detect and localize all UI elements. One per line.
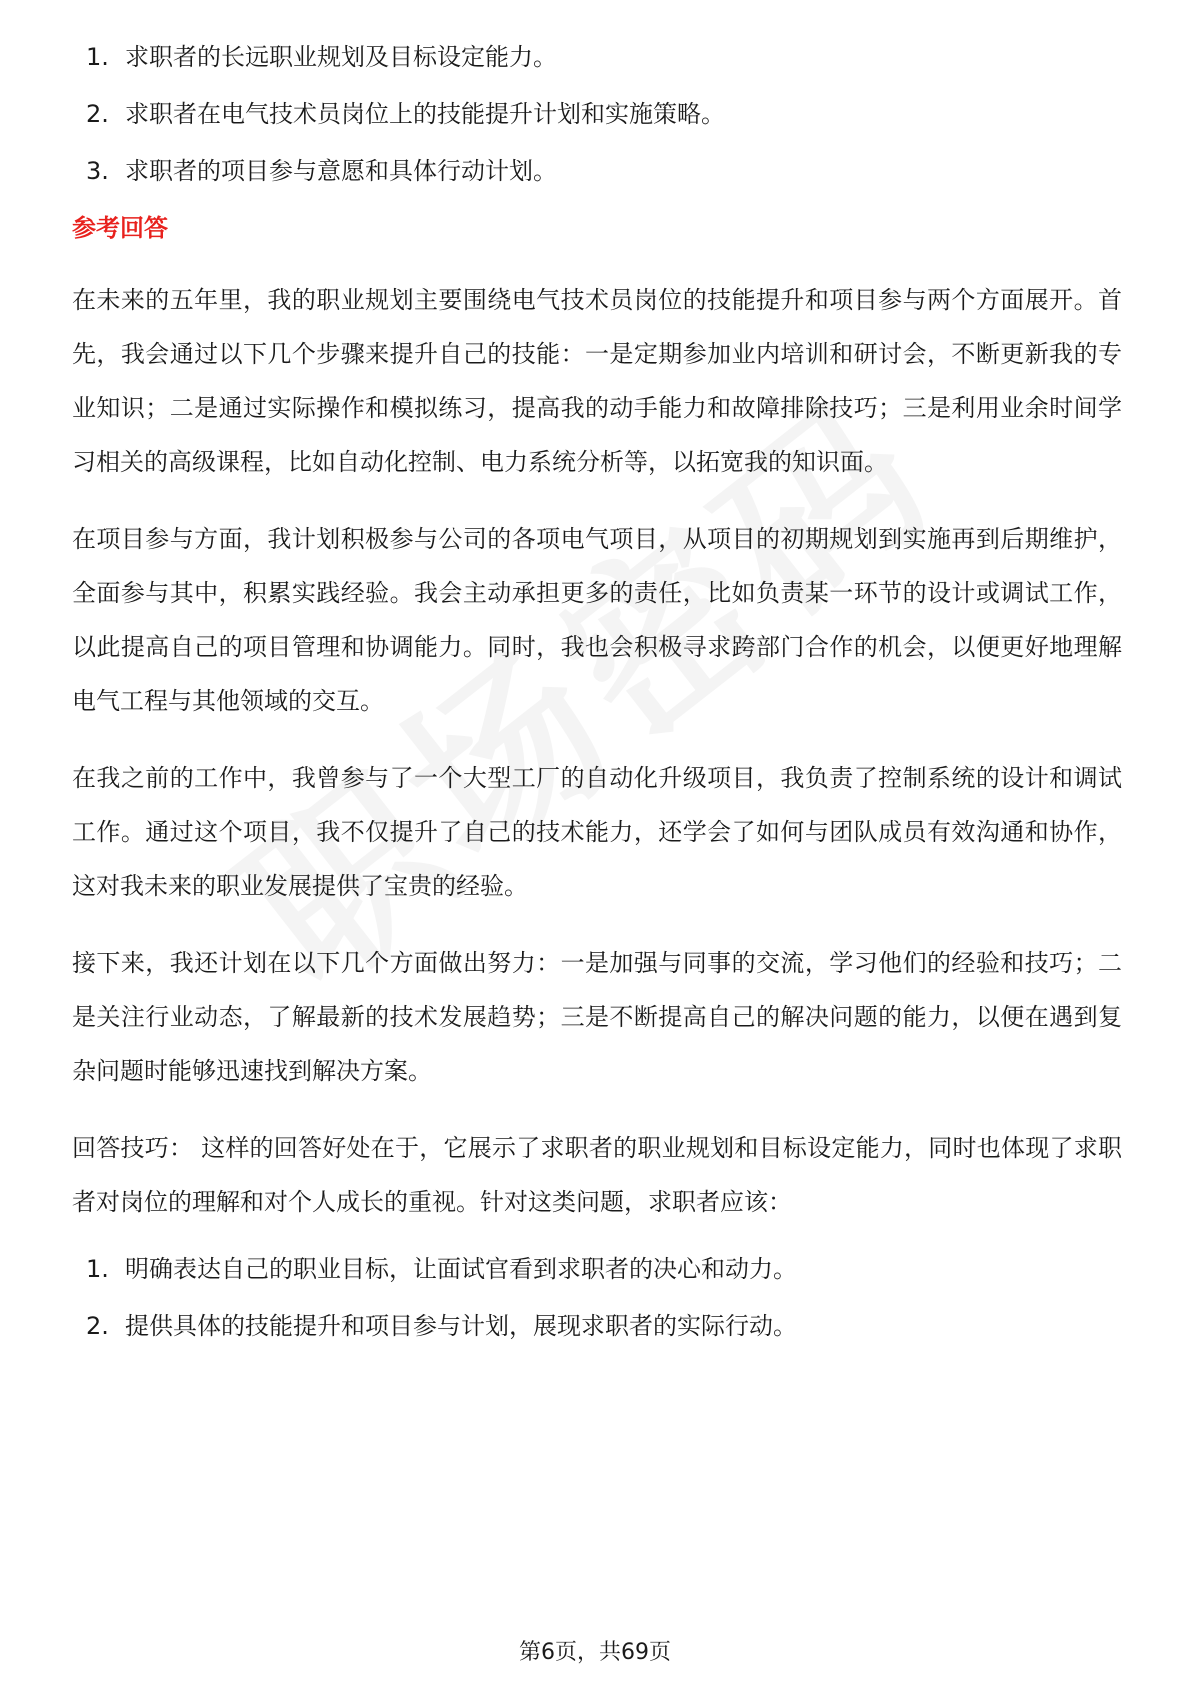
list-item-number: 2.	[86, 1312, 109, 1340]
paragraph: 在我之前的工作中，我曾参与了一个大型工厂的自动化升级项目，我负责了控制系统的设计和调试工作。通过这个项目，我不仅提升了自己的技术能力，还学会了如何与团队成员有效沟通和协作，这对我未来的职业发展提供了宝贵的经验。	[72, 764, 1122, 900]
list-item-text: 求职者的长远职业规划及目标设定能力。	[125, 43, 557, 71]
list-item-text: 提供具体的技能提升和项目参与计划，展现求职者的实际行动。	[125, 1312, 797, 1340]
list-item	[72, 97, 1122, 131]
list-item-number: 2.	[86, 100, 109, 128]
list-item	[72, 154, 1122, 188]
list-item-number: 1.	[86, 43, 109, 71]
list-item	[72, 40, 1122, 74]
paragraph: 在项目参与方面，我计划积极参与公司的各项电气项目，从项目的初期规划到实施再到后期维护，全面参与其中，积累实践经验。我会主动承担更多的责任，比如负责某一环节的设计或调试工作，以此提高自己的项目管理和协调能力。同时，我也会积极寻求跨部门合作的机会，以便更好地理解电气工程与其他领域的交互。	[72, 525, 1122, 715]
tips-list	[72, 1252, 1122, 1343]
criteria-list	[72, 40, 1122, 188]
page-footer: 第6页，共69页	[519, 1640, 671, 1665]
section-title: 参考回答	[72, 214, 168, 242]
paragraph: 在未来的五年里，我的职业规划主要围绕电气技术员岗位的技能提升和项目参与两个方面展开。首先，我会通过以下几个步骤来提升自己的技能：一是定期参加业内培训和研讨会，不断更新我的专业知识；二是通过实际操作和模拟练习，提高我的动手能力和故障排除技巧；三是利用业余时间学习相关的高级课程，比如自动化控制、电力系统分析等，以拓宽我的知识面。	[72, 286, 1122, 476]
answer-tips-paragraph: 回答技巧： 这样的回答好处在于，它展示了求职者的职业规划和目标设定能力，同时也体现了求职者对岗位的理解和对个人成长的重视。针对这类问题，求职者应该：	[72, 1134, 1122, 1216]
paragraph: 接下来，我还计划在以下几个方面做出努力：一是加强与同事的交流，学习他们的经验和技巧；二是关注行业动态，了解最新的技术发展趋势；三是不断提高自己的解决问题的能力，以便在遇到复杂问题时能够迅速找到解决方案。	[72, 949, 1122, 1085]
page-content	[72, 40, 1122, 1366]
list-item-text: 明确表达自己的职业目标，让面试官看到求职者的决心和动力。	[125, 1255, 797, 1283]
list-item-text: 求职者的项目参与意愿和具体行动计划。	[125, 157, 557, 185]
list-item-number: 1.	[86, 1255, 109, 1283]
list-item-number: 3.	[86, 157, 109, 185]
list-item-text: 求职者在电气技术员岗位上的技能提升计划和实施策略。	[125, 100, 725, 128]
list-item	[72, 1309, 1122, 1343]
list-item	[72, 1252, 1122, 1286]
